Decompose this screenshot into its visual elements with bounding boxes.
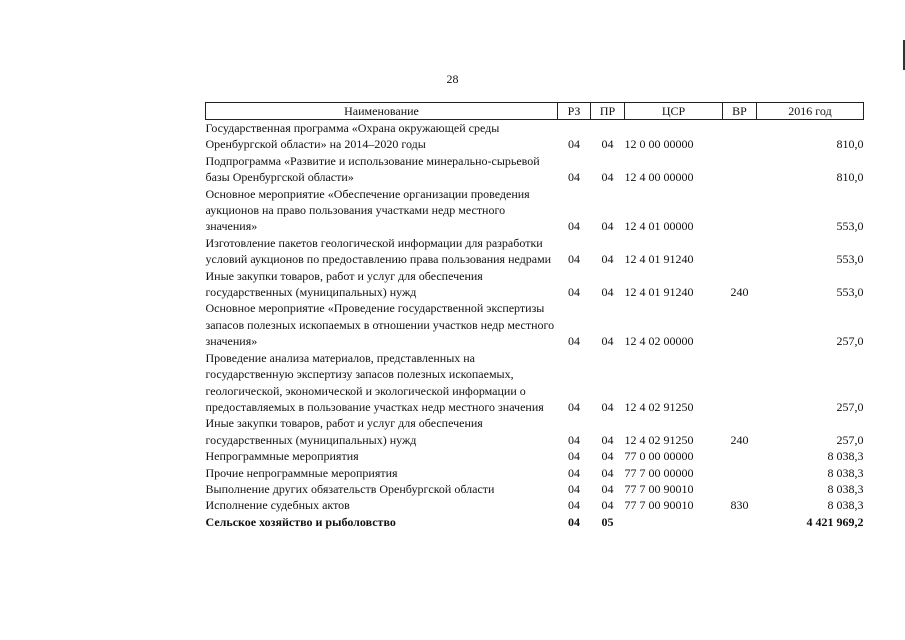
row-vr (723, 465, 757, 481)
row-rz: 04 (568, 219, 580, 234)
row-amount: 8 038,3 (827, 449, 864, 464)
row-csr: 77 7 00 90010 (624, 498, 694, 513)
row-csr: 12 4 00 00000 (624, 170, 694, 185)
row-vr (723, 235, 757, 268)
row-name: Подпрограмма «Развитие и использование минерально-сырьевой базы Оренбургской области» (205, 153, 540, 185)
header-csr: ЦСР (625, 103, 723, 120)
row-pr: 04 (601, 481, 614, 496)
row-csr: 77 7 00 90010 (624, 481, 694, 496)
row-rz: 04 (568, 399, 580, 414)
row-pr: 04 (601, 137, 614, 152)
row-name: Исполнение судебных актов (205, 498, 350, 513)
row-vr: 240 (730, 432, 749, 447)
row-name: Иные закупки товаров, работ и услуг для обеспечения государственных (муниципальных) нужд (205, 416, 483, 447)
row-rz: 04 (568, 170, 580, 185)
table-row (206, 153, 864, 186)
row-name: Непрограммные мероприятия (205, 449, 359, 464)
row-name: Прочие непрограммные мероприятия (205, 465, 398, 480)
row-rz: 04 (568, 481, 580, 496)
row-rz: 04 (568, 334, 580, 349)
row-rz: 04 (568, 137, 580, 152)
row-pr: 05 (601, 514, 614, 529)
table-row (206, 300, 864, 349)
row-amount: 553,0 (836, 252, 864, 267)
row-csr: 77 7 00 00000 (624, 465, 694, 480)
row-csr: 12 4 01 91240 (624, 252, 694, 267)
row-rz: 04 (568, 432, 580, 447)
row-amount: 4 421 969,2 (806, 514, 864, 529)
row-csr: 12 4 02 91250 (624, 399, 694, 414)
row-name: Изготовление пакетов геологической информации для разработки условий аукционов по предоставлению права пользования недрами (205, 235, 552, 267)
row-amount: 8 038,3 (827, 481, 864, 496)
row-pr: 04 (601, 399, 614, 414)
table-header (206, 103, 864, 120)
row-vr (723, 481, 757, 497)
row-pr: 04 (601, 432, 614, 447)
header-name: Наименование (206, 103, 558, 120)
header-row (206, 103, 864, 120)
table-row (206, 186, 864, 235)
table-row (206, 235, 864, 268)
row-name: Сельское хозяйство и рыболовство (205, 514, 396, 529)
row-vr (723, 350, 757, 416)
row-pr: 04 (601, 498, 614, 513)
row-pr: 04 (601, 219, 614, 234)
row-vr: 830 (730, 498, 749, 513)
row-rz: 04 (568, 465, 580, 480)
row-amount: 810,0 (836, 170, 864, 185)
table-row (206, 415, 864, 448)
row-vr (723, 514, 757, 530)
table-row (206, 268, 864, 301)
row-vr: 240 (730, 285, 749, 300)
row-rz: 04 (568, 498, 580, 513)
row-csr: 12 4 01 00000 (624, 219, 694, 234)
row-csr: 12 0 00 00000 (624, 137, 694, 152)
row-csr: 12 4 01 91240 (624, 285, 694, 300)
header-rz: РЗ (558, 103, 591, 120)
row-name: Основное мероприятие «Обеспечение организации проведения аукционов на право пользования участками недр местного значения» (205, 186, 530, 234)
row-vr (723, 186, 757, 235)
table-row (206, 448, 864, 464)
row-vr (723, 448, 757, 464)
header-pr: ПР (591, 103, 625, 120)
header-vr: ВР (723, 103, 757, 120)
row-name: Основное мероприятие «Проведение государственной экспертизы запасов полезных ископаемых в отношении участков недр местного значения» (205, 301, 555, 349)
row-pr: 04 (601, 449, 614, 464)
row-csr (625, 514, 723, 530)
row-amount: 257,0 (836, 334, 864, 349)
budget-table (205, 102, 864, 530)
row-pr: 04 (601, 285, 614, 300)
row-amount: 553,0 (836, 219, 864, 234)
row-amount: 553,0 (836, 285, 864, 300)
row-rz: 04 (568, 449, 580, 464)
row-rz: 04 (568, 514, 580, 529)
table-row (206, 481, 864, 497)
row-name: Государственная программа «Охрана окружающей среды Оренбургской области» на 2014–2020 годы (205, 121, 500, 152)
row-csr: 77 0 00 00000 (624, 449, 694, 464)
page-number: 28 (446, 72, 459, 86)
table-row (206, 120, 864, 153)
row-pr: 04 (601, 334, 614, 349)
table-row (206, 465, 864, 481)
table-row (206, 514, 864, 530)
row-pr: 04 (601, 170, 614, 185)
row-amount: 810,0 (836, 137, 864, 152)
table-row (206, 497, 864, 513)
row-vr (723, 300, 757, 349)
row-rz: 04 (568, 252, 580, 267)
row-name: Проведение анализа материалов, представленных на государственную экспертизу запасов полезных ископаемых, геологической, экономической и экологической информации о предоставляемых в пользование участках недр местного значения (205, 350, 544, 414)
row-pr: 04 (601, 465, 614, 480)
row-name: Иные закупки товаров, работ и услуг для обеспечения государственных (муниципальных) нужд (205, 268, 483, 300)
row-vr (723, 153, 757, 186)
row-name: Выполнение других обязательств Оренбургской области (205, 481, 495, 496)
row-amount: 8 038,3 (827, 465, 864, 480)
header-amount: 2016 год (757, 103, 864, 120)
row-amount: 257,0 (836, 432, 864, 447)
table-row (206, 350, 864, 416)
row-csr: 12 4 02 91250 (624, 432, 694, 447)
row-amount: 257,0 (836, 399, 864, 414)
table-body (206, 120, 864, 531)
row-vr (723, 120, 757, 153)
row-rz: 04 (568, 285, 580, 300)
row-csr: 12 4 02 00000 (624, 334, 694, 349)
row-pr: 04 (601, 252, 614, 267)
row-amount: 8 038,3 (827, 498, 864, 513)
